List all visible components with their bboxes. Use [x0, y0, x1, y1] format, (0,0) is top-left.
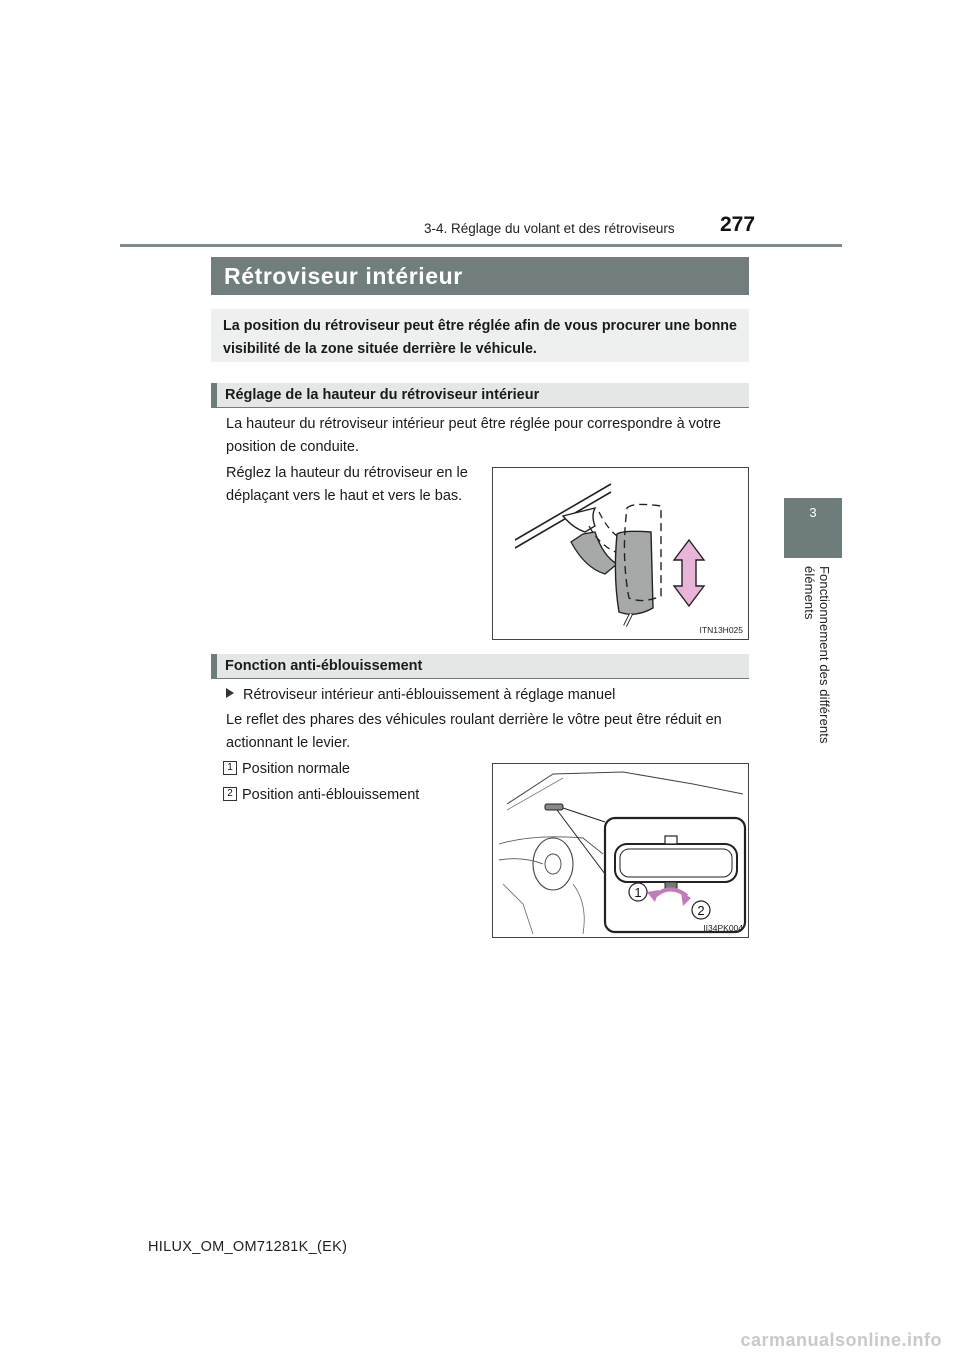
footer-document-code: HILUX_OM_OM71281K_(EK) — [148, 1239, 348, 1255]
chapter-number: 3 — [809, 505, 817, 520]
height-paragraph-1: La hauteur du rétroviseur intérieur peut être réglée pour correspondre à votre position de conduite. — [226, 416, 721, 455]
callout-label-2: 2 — [697, 903, 705, 918]
bullet-manual-anti-glare — [226, 684, 748, 707]
item-anti-glare-position: Position anti-éblouissement — [242, 787, 420, 803]
intro-box: La position du rétroviseur peut être réglée afin de vous procurer une bonne visibilité de la zone située derrière le véhicule. — [211, 309, 749, 362]
marker-1: 1 — [223, 761, 237, 775]
callout-label-1: 1 — [634, 885, 642, 900]
figure-code: II34PK004 — [703, 923, 743, 933]
bullet-triangle-icon — [226, 688, 234, 698]
bullet-text: Rétroviseur intérieur anti-éblouissement à réglage manuel — [243, 687, 616, 703]
mirror-height-illustration — [493, 468, 748, 639]
watermark: carmanualsonline.info — [740, 1330, 942, 1350]
page-number: 277 — [720, 213, 756, 236]
header-section-title: 3-4. Réglage du volant et des rétroviseurs — [424, 221, 675, 236]
subheading-anti-glare: Fonction anti-éblouissement — [211, 654, 749, 679]
figure-anti-glare-mirror — [492, 763, 749, 938]
chapter-label: Fonctionnement des différents éléments — [802, 566, 832, 744]
subheading-height-adjustment: Réglage de la hauteur du rétroviseur intérieur — [211, 383, 749, 408]
anti-glare-paragraph: Le reflet des phares des véhicules roulant derrière le vôtre peut être réduit en actionnant le levier. — [226, 712, 722, 751]
height-paragraph-2: Réglez la hauteur du rétroviseur en le déplaçant vers le haut et vers le bas. — [226, 465, 468, 504]
figure-mirror-height — [492, 467, 749, 640]
figure-code: ITN13H025 — [699, 625, 743, 635]
up-down-arrow-icon — [674, 540, 704, 606]
chapter-tab — [784, 498, 842, 558]
cabin-illustration — [493, 764, 748, 937]
header-rule — [120, 244, 842, 247]
item-normal-position: Position normale — [242, 761, 350, 777]
page-title: Rétroviseur intérieur — [211, 257, 749, 295]
marker-2: 2 — [223, 787, 237, 801]
